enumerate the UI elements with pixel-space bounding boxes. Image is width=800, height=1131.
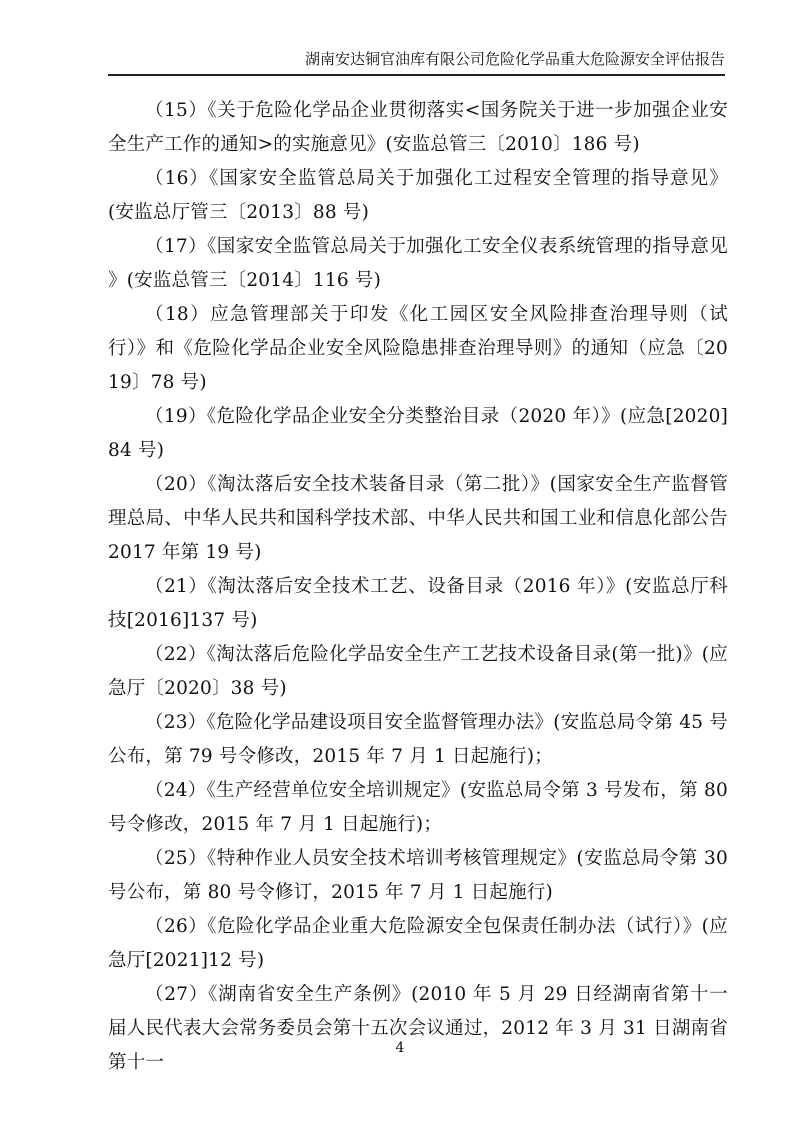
regulation-item-16: （16）《国家安全监管总局关于加强化工过程安全管理的指导意见》(安监总厅管三〔2013〕88 号): [108, 168, 728, 223]
regulation-item-18: （18）应急管理部关于印发《化工园区安全风险排查治理导则（试行）》和《危险化学品企业安全风险隐患排查治理导则》的通知（应急〔2019〕78 号): [108, 304, 728, 393]
regulation-item-25: （25）《特种作业人员安全技术培训考核管理规定》(安监总局令第 30 号公布，第 80 号令修订，2015 年 7 月 1 日起施行): [108, 848, 728, 903]
regulation-item-21: （21）《淘汰落后安全技术工艺、设备目录（2016 年）》(安监总厅科技[2016]137 号): [108, 576, 728, 631]
page-header: [108, 40, 725, 76]
regulation-item-19: （19）《危险化学品企业安全分类整治目录（2020 年）》(应急[2020]84 号): [108, 406, 728, 461]
regulation-item-15: （15）《关于危险化学品企业贯彻落实<国务院关于进一步加强企业安全生产工作的通知>的实施意见》(安监总管三〔2010〕186 号): [108, 100, 728, 155]
regulation-item-26: （26）《危险化学品企业重大危险源安全包保责任制办法（试行）》(应急厅[2021]12 号): [108, 916, 728, 971]
regulation-item-20: （20）《淘汰落后安全技术装备目录（第二批）》(国家安全生产监督管理总局、中华人民共和国科学技术部、中华人民共和国工业和信息化部公告 2017 年第 19 号): [108, 474, 728, 563]
regulation-item-24: （24）《生产经营单位安全培训规定》(安监总局令第 3 号发布，第 80 号令修改，2015 年 7 月 1 日起施行)；: [108, 780, 728, 835]
header-title: 湖南安达铜官油库有限公司危险化学品重大危险源安全评估报告: [304, 50, 725, 68]
document-body: [108, 94, 728, 1080]
regulation-item-23: （23）《危险化学品建设项目安全监督管理办法》(安监总局令第 45 号公布，第 79 号令修改，2015 年 7 月 1 日起施行)；: [108, 712, 728, 767]
regulation-item-17: （17）《国家安全监管总局关于加强化工安全仪表系统管理的指导意见 》(安监总管三〔2014〕116 号): [108, 236, 728, 291]
page-number: 4: [395, 1040, 405, 1056]
regulation-item-22: （22）《淘汰落后危险化学品安全生产工艺技术设备目录(第一批)》(应急厅〔2020〕38 号): [108, 644, 728, 699]
regulation-item-27: （27）《湖南省安全生产条例》(2010 年 5 月 29 日经湖南省第十一届人民代表大会常务委员会第十五次会议通过，2012 年 3 月 31 日湖南省第十一: [108, 984, 728, 1073]
